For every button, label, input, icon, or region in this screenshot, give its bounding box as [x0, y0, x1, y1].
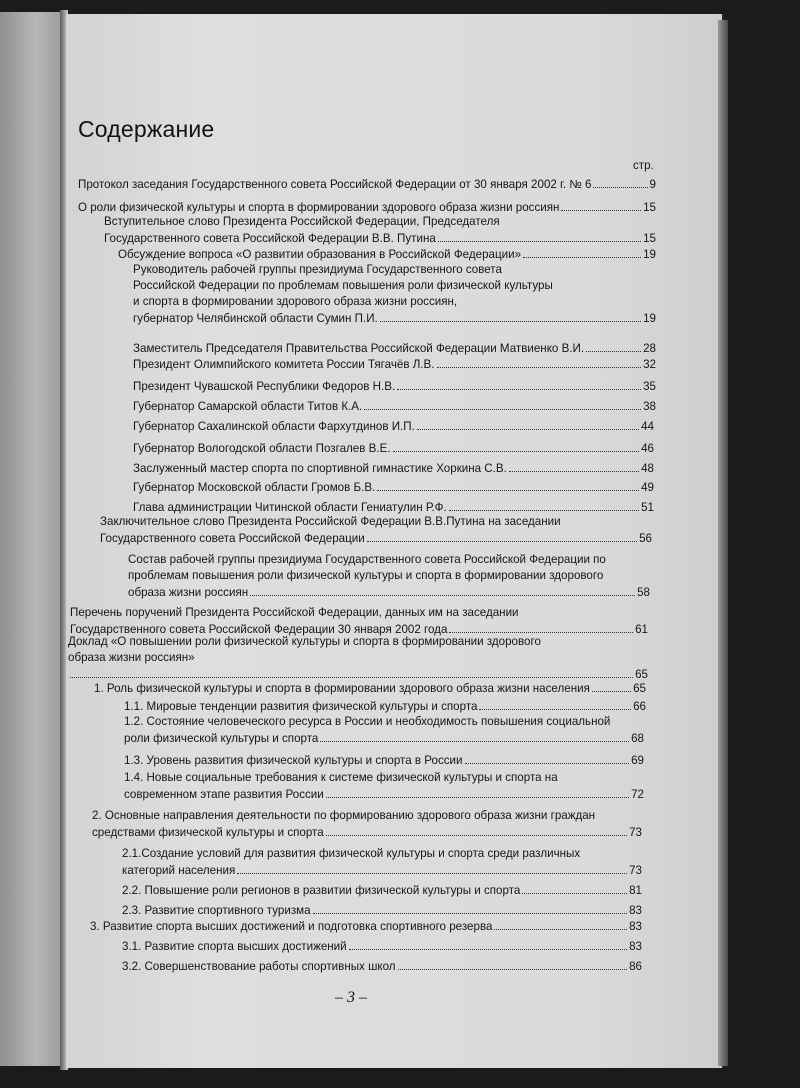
toc-entry-text: Состав рабочей группы президиума Государственного совета Российской Федерации по [128, 553, 606, 566]
page-column-header: стр. [633, 159, 654, 172]
toc-entry-text: 1.2. Состояние человеческого ресурса в России и необходимость повышения социальной [124, 715, 611, 728]
toc-page-number: 66 [633, 700, 646, 713]
toc-entry-title: современном этапе развития России [124, 788, 324, 801]
toc-leader-dots [593, 176, 647, 188]
toc-entry [124, 698, 646, 714]
toc-entry-title: Губернатор Сахалинской области Фархутдинов И.П. [133, 420, 415, 433]
toc-leader-dots [522, 882, 627, 894]
toc-page-number: 19 [643, 248, 656, 261]
toc-entry [122, 846, 642, 878]
toc-entry [133, 440, 654, 456]
toc-entry [133, 499, 654, 515]
toc-entry-title: Обсуждение вопроса «О развитии образования в Российской Федерации» [118, 248, 522, 261]
toc-page-number: 32 [643, 358, 656, 371]
toc-leader-dots [592, 680, 631, 692]
toc-entry-text: Российской Федерации по проблемам повышения роли физической культуры [133, 279, 553, 292]
toc-page-number: 69 [631, 754, 644, 767]
toc-entry-title: 3.1. Развитие спорта высших достижений [122, 940, 347, 953]
toc-page-number: 15 [643, 232, 656, 245]
toc-page-number: 19 [643, 312, 656, 325]
toc-entry [122, 958, 642, 974]
toc-entry-title: 3. Развитие спорта высших достижений и подготовка спортивного резерва [90, 920, 493, 933]
toc-leader-dots [438, 230, 641, 242]
toc-entry [68, 634, 648, 682]
toc-page-number: 49 [641, 481, 654, 494]
toc-leader-dots [523, 246, 641, 258]
toc-entry [70, 605, 648, 637]
toc-page-number: 9 [649, 178, 656, 191]
toc-entry-title: 2.2. Повышение роли регионов в развитии физической культуры и спорта [122, 884, 521, 897]
toc-leader-dots [465, 752, 630, 764]
toc-leader-dots [393, 440, 640, 452]
toc-page-number: 44 [641, 420, 654, 433]
toc-leader-dots [398, 958, 628, 970]
toc-entry-title: 1.3. Уровень развития физической культуры и спорта в России [124, 754, 463, 767]
toc-page-number: 58 [637, 586, 650, 599]
toc-entry-title: 1.1. Мировые тенденции развития физической культуры и спорта [124, 700, 478, 713]
toc-entry-text: Доклад «О повышении роли физической культуры и спорта в формировании здорового [68, 635, 541, 648]
toc-leader-dots [70, 666, 633, 678]
toc-entry-text: Руководитель рабочей группы президиума Государственного совета [133, 263, 502, 276]
toc-entry [104, 214, 656, 246]
toc-entry [133, 479, 654, 495]
toc-leader-dots [313, 902, 628, 914]
toc-entry [133, 460, 654, 476]
toc-leader-dots [449, 499, 639, 511]
toc-page-number: 51 [641, 501, 654, 514]
toc-page-number: 15 [643, 201, 656, 214]
toc-page-number: 73 [629, 864, 642, 877]
toc-entry-title: Государственного совета Российской Федерации 30 января 2002 года [70, 623, 448, 636]
toc-page-number: 65 [633, 682, 646, 695]
toc-entry-title: О роли физической культуры и спорта в формировании здорового образа жизни россиян [78, 201, 560, 214]
toc-entry [122, 938, 642, 954]
toc-leader-dots [326, 786, 629, 798]
toc-leader-dots [494, 918, 627, 930]
toc-page-number: 61 [635, 623, 648, 636]
page-number: – 3 – [335, 989, 367, 1006]
toc-page-number: 48 [641, 462, 654, 475]
toc-leader-dots [349, 938, 627, 950]
toc-entry-text: 2.1.Создание условий для развития физической культуры и спорта среди различных [122, 847, 581, 860]
toc-entry-title: Глава администрации Читинской области Гениатулин Р.Ф. [133, 501, 447, 514]
toc-entry [124, 752, 644, 768]
toc-entry-title: образа жизни россиян [128, 586, 249, 599]
toc-entry-title: Протокол заседания Государственного совета Российской Федерации от 30 января 2002 г. № 6 [78, 178, 592, 191]
toc-page-number: 65 [635, 668, 648, 681]
toc-page-number: 73 [629, 826, 642, 839]
toc-leader-dots [586, 340, 641, 352]
toc-leader-dots [449, 621, 633, 633]
toc-leader-dots [509, 460, 639, 472]
toc-leader-dots [250, 584, 635, 596]
toc-entry-text: Перечень поручений Президента Российской Федерации, данных им на заседании [70, 606, 519, 619]
toc-entry [122, 902, 642, 918]
toc-page-number: 72 [631, 788, 644, 801]
toc-entry-title: Заслуженный мастер спорта по спортивной гимнастике Хоркина С.В. [133, 462, 507, 475]
toc-entry [133, 356, 656, 372]
toc-entry-title: категорий населения [122, 864, 236, 877]
toc-page-number: 83 [629, 920, 642, 933]
toc-entry-title: 3.2. Совершенствование работы спортивных школ [122, 960, 396, 973]
toc-entry-text: 2. Основные направления деятельности по формированию здорового образа жизни граждан [92, 809, 596, 822]
toc-entry-text: Заключительное слово Президента Российской Федерации В.В.Путина на заседании [100, 515, 561, 528]
toc-entry [78, 176, 656, 192]
toc-leader-dots [479, 698, 631, 710]
toc-entry [100, 514, 652, 546]
toc-entry [94, 680, 646, 696]
toc-entry-title: роли физической культуры и спорта [124, 732, 319, 745]
toc-entry [122, 882, 642, 898]
toc-entry-text: образа жизни россиян» [68, 651, 195, 664]
toc-entry-title: Президент Олимпийского комитета России Тягачёв Л.В. [133, 358, 435, 371]
toc-entry-title: губернатор Челябинской области Сумин П.И. [133, 312, 378, 325]
toc-entry-title: Губернатор Самарской области Титов К.А. [133, 400, 363, 413]
toc-page-number: 86 [629, 960, 642, 973]
toc-leader-dots [367, 530, 637, 542]
toc-leader-dots [561, 199, 641, 211]
toc-entry [128, 552, 650, 600]
toc-page-number: 83 [629, 904, 642, 917]
toc-entry [133, 398, 656, 414]
toc-page-number: 81 [629, 884, 642, 897]
toc-page-number: 38 [643, 400, 656, 413]
toc-leader-dots [364, 398, 641, 410]
toc-entry [124, 714, 644, 746]
toc-entry [133, 340, 656, 356]
toc-entry-title: Губернатор Вологодской области Позгалев В.Е. [133, 442, 391, 455]
toc-leader-dots [320, 730, 629, 742]
toc-leader-dots [377, 479, 639, 491]
toc-entry-text: 1.4. Новые социальные требования к системе физической культуры и спорта на [124, 771, 558, 784]
toc-leader-dots [417, 418, 639, 430]
toc-entry [133, 262, 656, 326]
toc-entry [92, 808, 642, 840]
toc-leader-dots [326, 824, 627, 836]
toc-leader-dots [437, 356, 642, 368]
toc-page-number: 35 [643, 380, 656, 393]
toc-entry [78, 199, 656, 215]
toc-entry-title: Государственного совета Российской Федерации В.В. Путина [104, 232, 436, 245]
page-title: Содержание [78, 116, 215, 142]
toc-entry-title: Государственного совета Российской Федерации [100, 532, 365, 545]
toc-entry-title: средствами физической культуры и спорта [92, 826, 324, 839]
toc-page-number: 68 [631, 732, 644, 745]
toc-entry-text: и спорта в формировании здорового образа жизни россиян, [133, 295, 458, 308]
toc-entry-title: Губернатор Московской области Громов Б.В. [133, 481, 376, 494]
toc-leader-dots [237, 862, 627, 874]
toc-entry [118, 246, 656, 262]
toc-entry-title: 2.3. Развитие спортивного туризма [122, 904, 311, 917]
toc-entry [133, 418, 654, 434]
toc-entry [90, 918, 642, 934]
toc-page-number: 46 [641, 442, 654, 455]
toc-entry-text: проблемам повышения роли физической культуры и спорта в формировании здорового [128, 569, 604, 582]
toc-page-number: 83 [629, 940, 642, 953]
toc-entry [133, 378, 656, 394]
toc-entry-title: 1. Роль физической культуры и спорта в формировании здорового образа жизни населения [94, 682, 590, 695]
toc-entry-title: Президент Чувашской Республики Федоров Н.В. [133, 380, 396, 393]
toc-entry-title: Заместитель Председателя Правительства Российской Федерации Матвиенко В.И. [133, 342, 585, 355]
toc-page-number: 56 [639, 532, 652, 545]
toc-leader-dots [397, 378, 641, 390]
toc-page-number: 28 [643, 342, 656, 355]
toc-entry [124, 770, 644, 802]
toc-leader-dots [380, 310, 641, 322]
toc-entry-text: Вступительное слово Президента Российской Федерации, Председателя [104, 215, 500, 228]
